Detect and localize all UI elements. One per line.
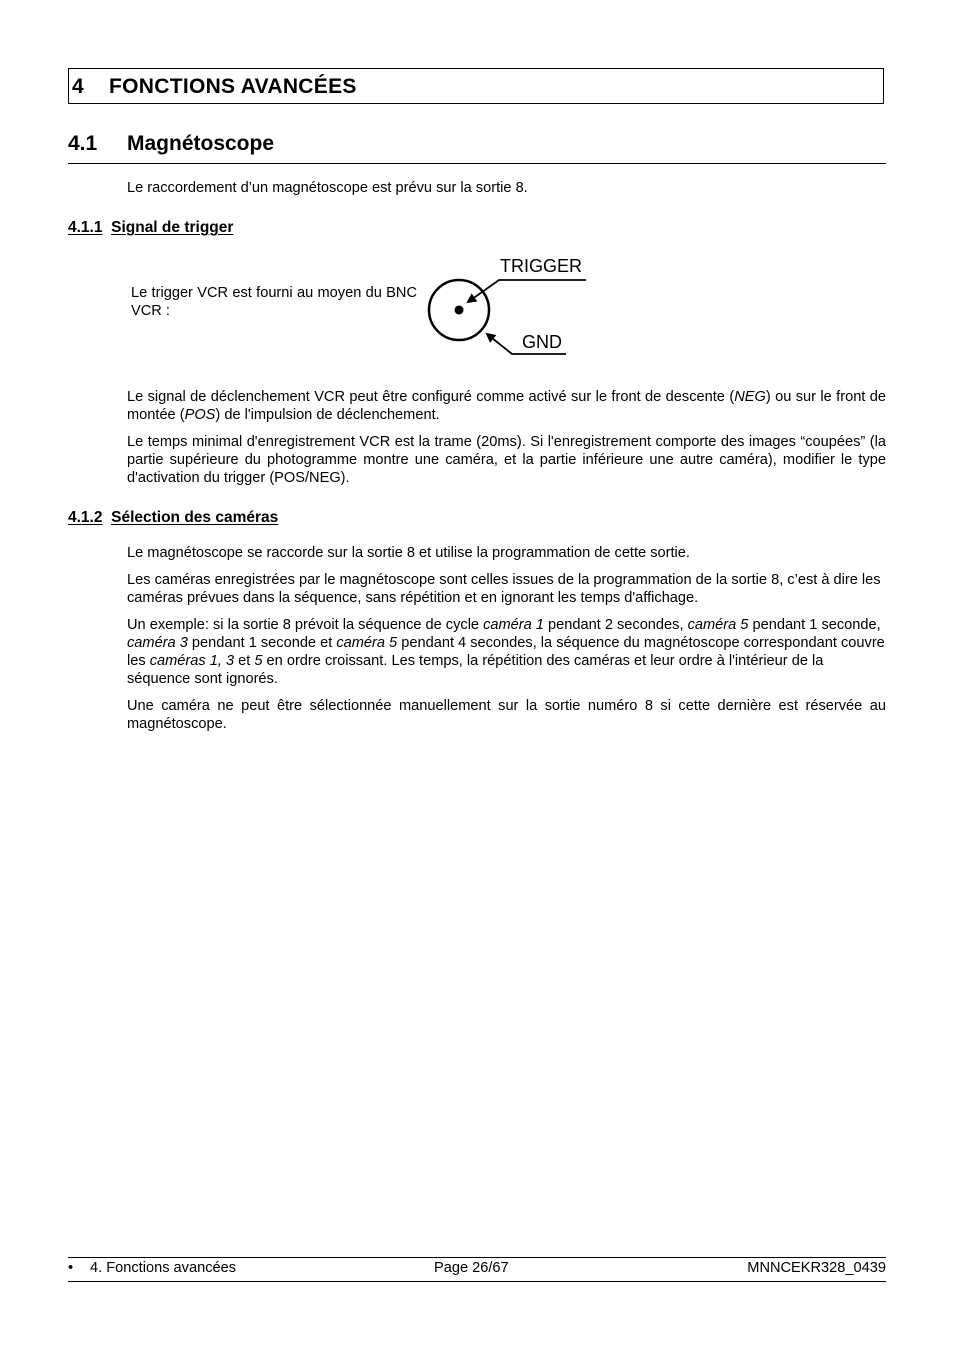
footer-chapter: 4. Fonctions avancées <box>90 1260 237 1276</box>
subsection-heading-trigger <box>68 219 233 237</box>
intro-paragraph: Le raccordement d’un magnétoscope est prévu sur la sortie 8. <box>127 180 528 196</box>
subsection-number: 4.1.1 <box>68 219 103 236</box>
bnc-center-pin <box>455 306 464 315</box>
chapter-heading <box>68 68 884 104</box>
subsection-title: Sélection des caméras <box>111 509 279 526</box>
subsection-number: 4.1.2 <box>68 509 103 526</box>
chapter-number: 4 <box>72 75 84 98</box>
footer-page-number: Page 26/67 <box>434 1260 509 1276</box>
trigger-timing-paragraph: Le temps minimal d'enregistrement VCR est la trame (20ms). Si l'enregistrement comporte des images “coupées” (la partie supérieure du photogramme montre une caméra, et la partie inférieure une autre caméra), modifier le type d'activation du trigger (POS/NEG). <box>127 434 886 486</box>
trigger-label: TRIGGER <box>500 256 583 276</box>
subsection-title: Signal de trigger <box>111 219 234 236</box>
bnc-connector-diagram <box>420 248 600 360</box>
page-footer <box>68 1257 886 1282</box>
footer-bullet: • <box>68 1260 74 1276</box>
figure-caption: Le trigger VCR est fourni au moyen du BNC VCR : <box>131 285 417 319</box>
camera-example-paragraph: Un exemple: si la sortie 8 prévoit la séquence de cycle caméra 1 pendant 2 secondes, caméra 5 pendant 1 seconde, caméra 3 pendant 1 seconde et caméra 5 pendant 4 secondes, la séquence du magnétoscope correspondant couvre les caméras 1, 3 et 5 en ordre croissant. Les temps, la répétition des caméras et leur ordre à l'intérieur de la séquence sont ignorés. <box>127 617 885 687</box>
section-number: 4.1 <box>68 132 98 155</box>
camera-paragraph-1: Le magnétoscope se raccorde sur la sortie 8 et utilise la programmation de cette sortie. <box>127 545 690 561</box>
camera-paragraph-4: Une caméra ne peut être sélectionnée manuellement sur la sortie numéro 8 si cette dernière est réservée au magnétoscope. <box>127 698 886 732</box>
gnd-label: GND <box>522 332 562 352</box>
trigger-edge-paragraph: Le signal de déclenchement VCR peut être configuré comme activé sur le front de descente (NEG) ou sur le front de montée (POS) de l'impulsion de déclenchement. <box>127 389 886 423</box>
footer-document-id: MNNCEKR328_0439 <box>747 1260 886 1276</box>
chapter-title: FONCTIONS AVANCÉES <box>109 75 357 98</box>
section-heading <box>68 132 886 164</box>
subsection-heading-cameras <box>68 509 278 527</box>
camera-paragraph-2: Les caméras enregistrées par le magnétoscope sont celles issues de la programmation de la sortie 8, c’est à dire les caméras prévues dans la séquence, sans répétition et en ignorant les temps d'affichage. <box>127 572 881 606</box>
section-title: Magnétoscope <box>127 132 275 155</box>
